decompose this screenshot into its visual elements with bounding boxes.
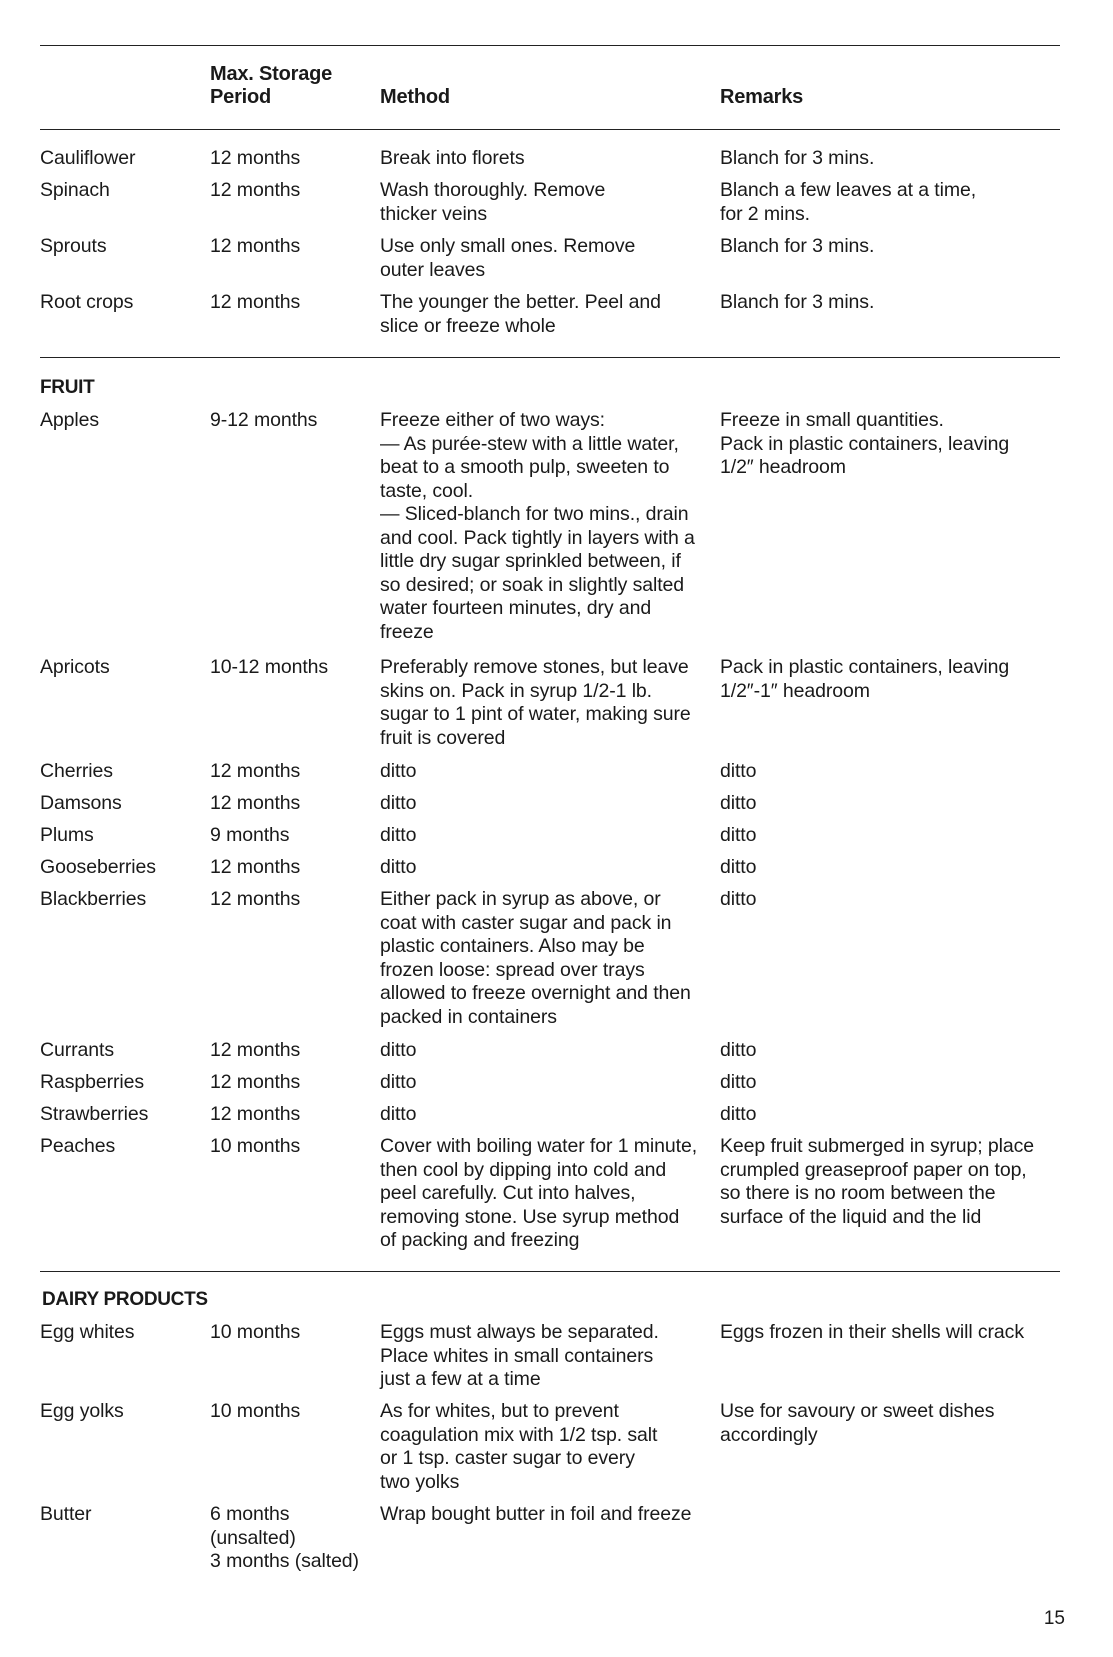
- item-cell: Butter: [40, 1503, 92, 1525]
- header-period-line2: Period: [210, 86, 272, 108]
- remarks-cell: Freeze in small quantities. Pack in plastic containers, leaving 1/2″ headroom: [720, 409, 1010, 478]
- header-method: Method: [380, 86, 450, 108]
- item-cell: Cauliflower: [40, 147, 136, 169]
- fruit-section-rule: [40, 357, 1060, 358]
- method-cell: As for whites, but to prevent coagulation mix with 1/2 tsp. salt or 1 tsp. caster sugar to every two yolks: [380, 1400, 658, 1493]
- header-remarks: Remarks: [720, 86, 804, 108]
- page-number: 15: [1043, 1608, 1065, 1629]
- method-cell: ditto: [380, 824, 417, 846]
- remarks-cell: ditto: [720, 760, 757, 782]
- remarks-cell: ditto: [720, 824, 757, 846]
- period-cell: 12 months: [210, 147, 301, 169]
- method-cell: ditto: [380, 1071, 417, 1093]
- method-cell: Eggs must always be separated. Place whites in small containers just a few at a time: [380, 1321, 659, 1390]
- period-cell: 10-12 months: [210, 656, 329, 678]
- method-cell: Freeze either of two ways: — As purée-stew with a little water, beat to a smooth pulp, sweeten to taste, cool. — Sliced-blanch for two mins., drain and cool. Pack tightly in layers with a little dry sugar sprinkled between, if so desired; or soak in slightly salted water fourteen minutes, dry and freeze: [380, 409, 695, 643]
- item-cell: Plums: [40, 824, 94, 846]
- item-cell: Sprouts: [40, 235, 107, 257]
- remarks-cell: Blanch for 3 mins.: [720, 147, 875, 169]
- method-cell: Use only small ones. Remove outer leaves: [380, 235, 636, 281]
- top-rule: [40, 45, 1060, 46]
- period-cell: 12 months: [210, 760, 301, 782]
- item-cell: Egg yolks: [40, 1400, 124, 1422]
- method-cell: Wrap bought butter in foil and freeze: [380, 1503, 692, 1525]
- item-cell: Spinach: [40, 179, 110, 201]
- method-cell: ditto: [380, 1103, 417, 1125]
- item-cell: Currants: [40, 1039, 114, 1061]
- period-cell: 10 months: [210, 1135, 301, 1157]
- header-period: [210, 63, 332, 109]
- method-cell: ditto: [380, 1039, 417, 1061]
- method-cell: ditto: [380, 856, 417, 878]
- period-cell: 12 months: [210, 1103, 301, 1125]
- remarks-cell: ditto: [720, 888, 757, 910]
- remarks-cell: ditto: [720, 1103, 757, 1125]
- remarks-cell: Keep fruit submerged in syrup; place crumpled greaseproof paper on top, so there is no room between the surface of the liquid and the lid: [720, 1135, 1034, 1228]
- item-cell: Cherries: [40, 760, 113, 782]
- section-title-dairy: DAIRY PRODUCTS: [42, 1289, 208, 1310]
- dairy-section-rule: [40, 1271, 1060, 1272]
- period-cell: 12 months: [210, 792, 301, 814]
- method-cell: Preferably remove stones, but leave skins on. Pack in syrup 1/2-1 lb. sugar to 1 pint of water, making sure fruit is covered: [380, 656, 691, 749]
- method-cell: Either pack in syrup as above, or coat with caster sugar and pack in plastic containers. Also may be frozen loose: spread over trays allowed to freeze overnight and then packed in containers: [380, 888, 691, 1028]
- period-cell: 12 months: [210, 1039, 301, 1061]
- period-cell: 10 months: [210, 1321, 301, 1343]
- remarks-cell: ditto: [720, 1039, 757, 1061]
- item-cell: Peaches: [40, 1135, 116, 1157]
- section-title-fruit: FRUIT: [40, 377, 95, 398]
- item-cell: Root crops: [40, 291, 134, 313]
- period-cell: 9 months: [210, 824, 290, 846]
- period-cell: 12 months: [210, 1071, 301, 1093]
- period-cell: 12 months: [210, 291, 301, 313]
- remarks-cell: ditto: [720, 792, 757, 814]
- remarks-cell: Eggs frozen in their shells will crack: [720, 1321, 1024, 1343]
- remarks-cell: Blanch a few leaves at a time, for 2 mins.: [720, 179, 977, 225]
- remarks-cell: ditto: [720, 856, 757, 878]
- remarks-cell: Blanch for 3 mins.: [720, 235, 875, 257]
- item-cell: Damsons: [40, 792, 122, 814]
- method-cell: Cover with boiling water for 1 minute, then cool by dipping into cold and peel carefully. Cut into halves, removing stone. Use syrup method of packing and freezing: [380, 1135, 698, 1251]
- header-period-line1: Max. Storage: [210, 63, 333, 85]
- method-cell: ditto: [380, 760, 417, 782]
- period-cell: 9-12 months: [210, 409, 318, 431]
- period-cell: 12 months: [210, 856, 301, 878]
- header-rule: [40, 129, 1060, 130]
- remarks-cell: Use for savoury or sweet dishes accordingly: [720, 1400, 995, 1446]
- item-cell: Raspberries: [40, 1071, 145, 1093]
- item-cell: Gooseberries: [40, 856, 156, 878]
- method-cell: Wash thoroughly. Remove thicker veins: [380, 179, 606, 225]
- method-cell: Break into florets: [380, 147, 525, 169]
- item-cell: Apricots: [40, 656, 110, 678]
- item-cell: Egg whites: [40, 1321, 135, 1343]
- item-cell: Strawberries: [40, 1103, 149, 1125]
- period-cell: 12 months: [210, 235, 301, 257]
- item-cell: Apples: [40, 409, 100, 431]
- item-cell: Blackberries: [40, 888, 147, 910]
- method-cell: ditto: [380, 792, 417, 814]
- remarks-cell: Pack in plastic containers, leaving 1/2″-1″ headroom: [720, 656, 1010, 702]
- remarks-cell: ditto: [720, 1071, 757, 1093]
- period-cell: 12 months: [210, 179, 301, 201]
- method-cell: The younger the better. Peel and slice or freeze whole: [380, 291, 661, 337]
- period-cell: 12 months: [210, 888, 301, 910]
- period-cell: 6 months (unsalted) 3 months (salted): [210, 1503, 359, 1572]
- period-cell: 10 months: [210, 1400, 301, 1422]
- remarks-cell: Blanch for 3 mins.: [720, 291, 875, 313]
